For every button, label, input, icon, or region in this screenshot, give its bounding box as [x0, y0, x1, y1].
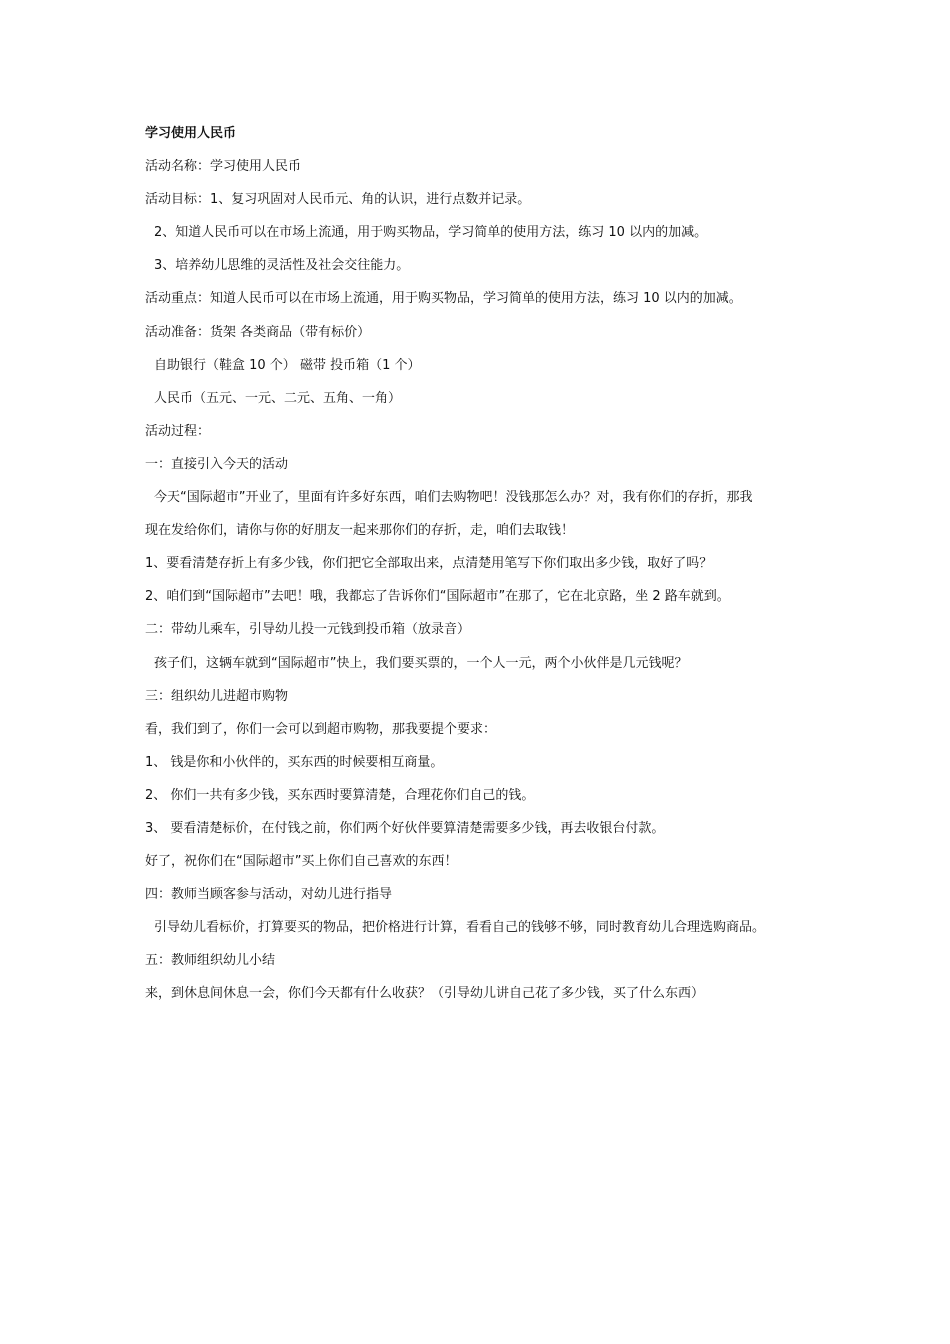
step-5-heading: 五：教师组织幼儿小结 — [145, 953, 276, 969]
step-4-heading: 四：教师当顾客参与活动，对幼儿进行指导 — [145, 887, 393, 903]
activity-goal-1: 活动目标：1、复习巩固对人民币元、角的认识，进行点数并记录。 — [145, 192, 531, 208]
step-3-heading: 三：组织幼儿进超市购物 — [145, 688, 289, 704]
step-1-heading: 一：直接引入今天的活动 — [145, 456, 289, 472]
activity-focus: 活动重点：知道人民币可以在市场上流通，用于购买物品，学习简单的使用方法，练习 10 以内的加减。 — [145, 291, 742, 307]
step-1-paragraph-line-2: 现在发给你们，请你与你的好朋友一起来那你们的存折，走，咱们去取钱！ — [145, 523, 575, 539]
step-1-item-2: 2、咱们到“国际超市”去吧！哦，我都忘了告诉你们“国际超市”在那了，它在北京路，坐 2 路车就到。 — [145, 589, 730, 605]
activity-process-heading: 活动过程： — [145, 423, 211, 439]
document-title: 学习使用人民币 — [145, 126, 237, 141]
activity-name: 活动名称：学习使用人民币 — [145, 159, 302, 175]
step-5-paragraph: 来，到休息间休息一会，你们今天都有什么收获？（引导幼儿讲自己花了多少钱，买了什么东西） — [145, 986, 705, 1002]
step-3-intro: 看，我们到了，你们一会可以到超市购物，那我要提个要求： — [145, 721, 497, 737]
step-3-closing: 好了，祝你们在“国际超市”买上你们自己喜欢的东西！ — [145, 854, 458, 870]
preparation-items-1: 自助银行（鞋盒 10 个） 磁带 投币箱（1 个） — [154, 357, 421, 373]
step-3-requirement-1: 1、 钱是你和小伙伴的，买东西的时候要相互商量。 — [145, 754, 444, 770]
step-3-requirement-2: 2、 你们一共有多少钱，买东西时要算清楚，合理花你们自己的钱。 — [145, 787, 535, 803]
step-1-paragraph-line-1: 今天“国际超市”开业了，里面有许多好东西，咱们去购物吧！没钱那怎么办？对，我有你们的存折，那我 — [154, 490, 753, 506]
step-2-heading: 二：带幼儿乘车，引导幼儿投一元钱到投币箱（放录音） — [145, 622, 471, 638]
document-body — [145, 124, 815, 1018]
activity-goal-3: 3、培养幼儿思维的灵活性及社会交往能力。 — [154, 258, 410, 274]
activity-goal-2: 2、知道人民币可以在市场上流通，用于购买物品，学习简单的使用方法，练习 10 以内的加减。 — [154, 225, 708, 241]
step-2-paragraph: 孩子们，这辆车就到“国际超市”快上，我们要买票的，一个人一元，两个小伙伴是几元钱呢？ — [154, 655, 688, 671]
step-1-item-1: 1、要看清楚存折上有多少钱，你们把它全部取出来，点清楚用笔写下你们取出多少钱，取好了吗？ — [145, 556, 713, 572]
activity-preparation: 活动准备：货架 各类商品（带有标价） — [145, 324, 371, 340]
preparation-items-2: 人民币（五元、一元、二元、五角、一角） — [154, 390, 402, 406]
step-3-requirement-3: 3、 要看清楚标价，在付钱之前，你们两个好伙伴要算清楚需要多少钱，再去收银台付款。 — [145, 820, 665, 836]
step-4-paragraph: 引导幼儿看标价，打算要买的物品，把价格进行计算，看看自己的钱够不够，同时教育幼儿合理选购商品。 — [154, 920, 766, 936]
